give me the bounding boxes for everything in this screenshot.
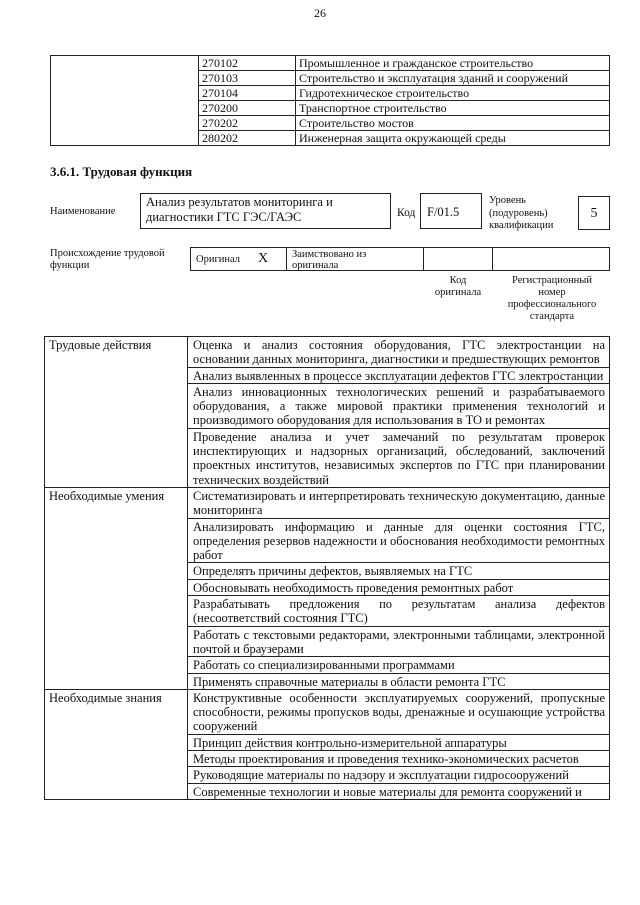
function-code-box bbox=[420, 193, 482, 229]
row-item: Определять причины дефектов, выявляемых на ГТС bbox=[188, 563, 610, 579]
code-original-label: Код оригинала bbox=[434, 275, 482, 298]
row-item: Обосновывать необходимость проведения ремонтных работ bbox=[188, 579, 610, 595]
row-item: Принцип действия контрольно-измерительной аппаратуры bbox=[188, 734, 610, 750]
reg-number-box bbox=[492, 247, 610, 271]
speciality-code: 270103 bbox=[199, 71, 296, 86]
level-label: Уровень (подуровень) квалификации bbox=[489, 195, 554, 231]
row-item: Применять справочные материалы в области ремонта ГТС bbox=[188, 673, 610, 689]
row-item: Руководящие материалы по надзору и эксплуатации гидросооружений bbox=[188, 767, 610, 783]
section-title: 3.6.1. Трудовая функция bbox=[50, 164, 193, 179]
function-code-value: F/01.5 bbox=[427, 205, 460, 219]
blank-cell bbox=[51, 56, 199, 146]
row-item: Методы проектирования и проведения технико-экономических расчетов bbox=[188, 751, 610, 767]
function-details-table bbox=[44, 336, 610, 800]
speciality-code: 270202 bbox=[199, 116, 296, 131]
row-item: Анализ инновационных технологических решений и разрабатываемого оборудования, а также мировой практики применения технологий и производимого оборудования для использования в ТО и ремонтах bbox=[188, 383, 610, 428]
level-value: 5 bbox=[590, 206, 598, 221]
speciality-name: Промышленное и гражданское строительство bbox=[296, 56, 610, 71]
row-item: Проведение анализа и учет замечаний по результатам проверок инспектирующих и надзорных организаций, обследований, заключений проектных институтов, независимых экспертов по ГТС при планировании технических воздействий bbox=[188, 428, 610, 487]
code-original-box bbox=[423, 247, 493, 271]
original-box bbox=[190, 247, 287, 271]
speciality-code: 270104 bbox=[199, 86, 296, 101]
speciality-name: Строительство и эксплуатация зданий и сооружений bbox=[296, 71, 610, 86]
row-category: Необходимые знания bbox=[45, 689, 188, 799]
speciality-name: Гидротехническое строительство bbox=[296, 86, 610, 101]
row-item: Работать со специализированными программами bbox=[188, 657, 610, 673]
original-mark: X bbox=[258, 251, 269, 266]
origin-label: Происхождение трудовой функции bbox=[50, 248, 165, 271]
borrowed-box bbox=[286, 247, 424, 271]
name-label: Наименование bbox=[50, 206, 116, 217]
function-name-value: Анализ результатов мониторинга и диагностики ГТС ГЭС/ГАЭС bbox=[146, 195, 333, 224]
row-item: Систематизировать и интерпретировать техническую документацию, данные мониторинга bbox=[188, 487, 610, 518]
speciality-name: Транспортное строительство bbox=[296, 101, 610, 116]
row-category: Необходимые умения bbox=[45, 487, 188, 689]
original-label: Оригинал bbox=[196, 254, 240, 265]
row-item: Работать с текстовыми редакторами, электронными таблицами, электронной почтой и браузерами bbox=[188, 626, 610, 657]
function-name-box bbox=[140, 193, 391, 229]
row-item: Разрабатывать предложения по результатам анализа дефектов (несоответствий состояния ГТС) bbox=[188, 596, 610, 627]
row-item: Конструктивные особенности эксплуатируемых сооружений, пропускные способности, режимы пропусков воды, дренажные и осушающие устройства сооружений bbox=[188, 689, 610, 734]
speciality-codes-table bbox=[50, 55, 610, 146]
borrowed-label: Заимствовано из оригинала bbox=[292, 249, 367, 271]
page-number: 26 bbox=[314, 6, 326, 20]
row-item: Современные технологии и новые материалы для ремонта сооружений и bbox=[188, 783, 610, 799]
row-category: Трудовые действия bbox=[45, 337, 188, 488]
speciality-name: Инженерная защита окружающей среды bbox=[296, 131, 610, 146]
level-box bbox=[578, 196, 610, 230]
speciality-name: Строительство мостов bbox=[296, 116, 610, 131]
code-row bbox=[51, 56, 610, 71]
table-row bbox=[45, 337, 610, 368]
reg-number-label: Регистрационный номер профессионального стандарта bbox=[507, 275, 597, 322]
speciality-code: 270102 bbox=[199, 56, 296, 71]
row-item: Анализ выявленных в процессе эксплуатации дефектов ГТС электростанции bbox=[188, 367, 610, 383]
speciality-code: 280202 bbox=[199, 131, 296, 146]
row-item: Анализировать информацию и данные для оценки состояния ГТС, определения резервов надежности и обоснования необходимости ремонтных работ bbox=[188, 518, 610, 563]
code-label: Код bbox=[397, 207, 416, 219]
table-row bbox=[45, 689, 610, 734]
table-row bbox=[45, 487, 610, 518]
row-item: Оценка и анализ состояния оборудования, ГТС электростанции на основании данных мониторинга, диагностики и предшествующих ремонтов bbox=[188, 337, 610, 368]
speciality-code: 270200 bbox=[199, 101, 296, 116]
